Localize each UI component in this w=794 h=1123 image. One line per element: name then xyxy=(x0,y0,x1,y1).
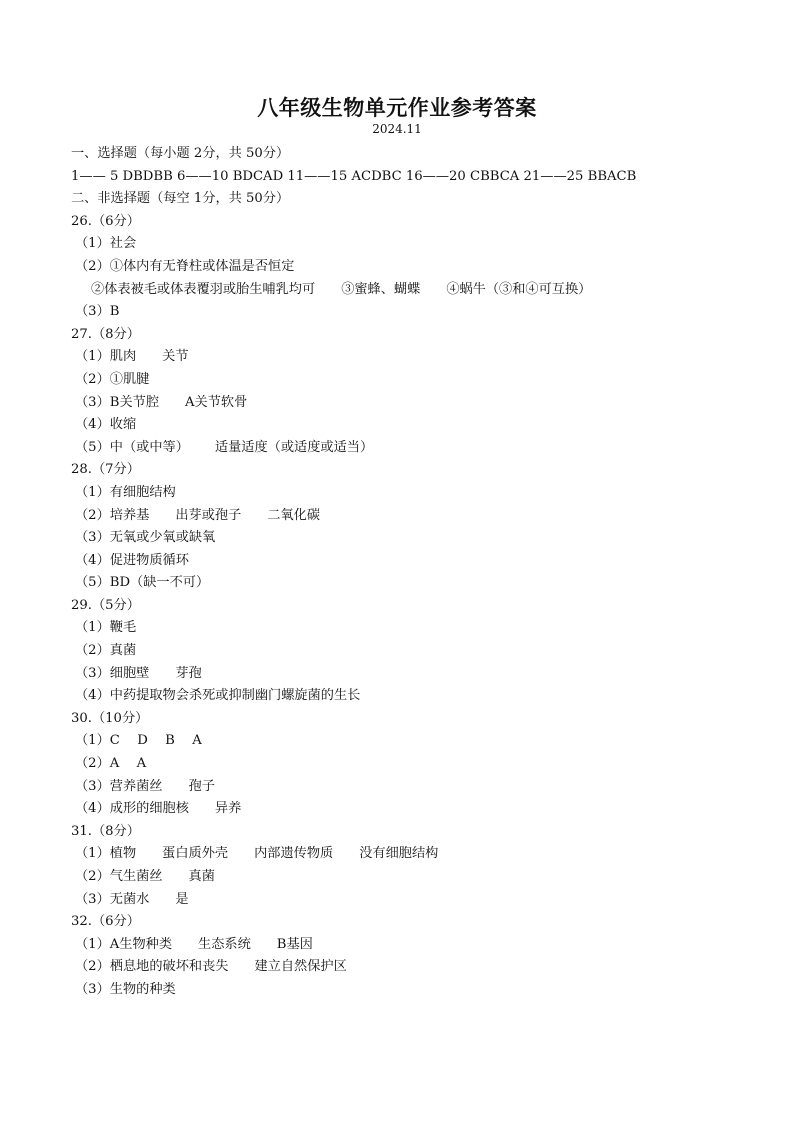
answer-text: （1）C D B A xyxy=(75,733,202,749)
answer-text: （4）收缩 xyxy=(75,417,137,433)
answer-text: （3）生物的种类 xyxy=(75,981,176,997)
section-heading xyxy=(71,211,751,234)
answer-body xyxy=(71,143,751,1002)
answer-text: ②体表被毛或体表覆羽或胎生哺乳均可 xyxy=(91,281,316,297)
answer-text-extra: 芽孢 xyxy=(175,665,202,681)
section-heading xyxy=(71,911,751,934)
answer-line xyxy=(71,640,751,663)
answer-text: （3）无菌水 xyxy=(75,891,150,907)
answer-line xyxy=(71,414,751,437)
answer-text: 一、选择题（每小题 2分，共 50分） xyxy=(71,146,290,161)
answer-line xyxy=(71,301,751,324)
answer-text: （2）真菌 xyxy=(75,643,137,659)
answer-text: （2）气生菌丝 xyxy=(75,869,163,884)
answer-text: （2）培养基 xyxy=(75,507,150,523)
answer-line xyxy=(71,505,751,528)
answer-text-extra: B基因 xyxy=(276,936,313,952)
answer-line xyxy=(71,233,751,256)
answer-line xyxy=(71,256,751,279)
answer-text: （3）无氧或少氧或缺氧 xyxy=(75,530,216,546)
answer-text: 27.（8分） xyxy=(71,326,140,342)
answer-text-extra: 关节 xyxy=(162,349,189,365)
answer-line xyxy=(71,866,751,889)
answer-text: （1）植物 xyxy=(75,846,137,862)
section-heading xyxy=(71,188,751,211)
answer-text: 31.（8分） xyxy=(71,823,140,839)
answer-line xyxy=(71,685,751,708)
answer-text: 二、非选择题（每空 1分，共 50分） xyxy=(71,191,290,207)
answer-line xyxy=(71,730,751,753)
answer-text: （3）营养菌丝 xyxy=(75,778,163,794)
answer-line xyxy=(71,617,751,640)
answer-line xyxy=(71,753,751,776)
answer-text-extra: 适量适度（或适度或适当） xyxy=(214,439,374,455)
answer-text: （4）中药提取物会杀死或抑制幽门螺旋菌的生长 xyxy=(75,688,361,704)
answer-text: （1）有细胞结构 xyxy=(75,484,176,500)
answer-line xyxy=(71,889,751,912)
answer-text-extra: ③蜜蜂、蝴蝶 xyxy=(341,281,421,297)
answer-text: 30.（10分） xyxy=(71,710,149,726)
answer-text: 29.（5分） xyxy=(71,597,140,613)
answer-text: （4）成形的细胞核 xyxy=(75,801,189,817)
page-title: 八年级生物单元作业参考答案 xyxy=(257,96,537,120)
answer-text-extra: 是 xyxy=(175,891,189,907)
answer-text: （2）①体内有无脊柱或体温是否恒定 xyxy=(75,258,295,274)
section-heading xyxy=(71,459,751,482)
answer-text-extra: 真菌 xyxy=(188,869,215,884)
answer-line xyxy=(71,934,751,957)
answer-text: （1）鞭毛 xyxy=(75,620,137,636)
answer-text: （1）肌肉 xyxy=(75,349,137,365)
answer-line xyxy=(71,279,751,302)
section-heading xyxy=(71,595,751,618)
answer-line xyxy=(71,369,751,392)
answer-text-extra: 出芽或孢子 xyxy=(175,507,242,523)
answer-line xyxy=(71,843,751,866)
answer-line xyxy=(71,437,751,460)
answer-text-extra: ④蜗牛（③和④可互换） xyxy=(446,281,592,297)
answer-text: （3）细胞壁 xyxy=(75,665,150,681)
answer-line xyxy=(71,482,751,505)
answer-line xyxy=(71,572,751,595)
answer-text: （5）中（或中等） xyxy=(75,439,189,455)
answer-text-extra: 没有细胞结构 xyxy=(359,846,439,862)
answer-line xyxy=(71,663,751,686)
answer-text: （2）栖息地的破坏和丧失 xyxy=(75,959,229,975)
document-date: 2024.11 xyxy=(372,122,422,136)
answer-text: （3）B关节腔 xyxy=(75,394,160,410)
answer-text: 1—— 5 DBDBB 6——10 BDCAD 11——15 ACDBC 16——20 CBBCA 21——25 BBACB xyxy=(71,168,637,184)
answer-text: （4）促进物质循环 xyxy=(75,552,189,568)
answer-line xyxy=(71,776,751,799)
answer-line xyxy=(71,979,751,1002)
answer-text-extra: A关节软骨 xyxy=(185,394,248,410)
answer-text-extra: 建立自然保护区 xyxy=(254,959,347,975)
answer-line xyxy=(71,956,751,979)
answer-text: 26.（6分） xyxy=(71,213,140,229)
answer-text: （1）社会 xyxy=(75,236,137,252)
section-heading xyxy=(71,143,751,166)
answer-text-extra: 生态系统 xyxy=(198,936,251,952)
answer-text: （5）BD（缺一不可） xyxy=(75,575,210,591)
answer-text-extra: 孢子 xyxy=(188,778,215,794)
answer-line xyxy=(71,550,751,573)
answer-text: 32.（6分） xyxy=(71,914,140,930)
section-heading xyxy=(71,166,751,189)
answer-text: 28.（7分） xyxy=(71,462,140,478)
answer-line xyxy=(71,392,751,415)
answer-text-extra: 蛋白质外壳 xyxy=(162,846,229,862)
answer-text: （1）A生物种类 xyxy=(75,936,173,952)
answer-line xyxy=(71,527,751,550)
answer-text: （3）B xyxy=(75,304,120,320)
section-heading xyxy=(71,708,751,731)
answer-text-extra: 内部遗传物质 xyxy=(254,846,334,862)
answer-line xyxy=(71,346,751,369)
answer-text-extra: 异养 xyxy=(214,801,242,817)
answer-line xyxy=(71,798,751,821)
section-heading xyxy=(71,324,751,347)
answer-text: （2）A A xyxy=(75,756,147,772)
answer-text: （2）①肌腱 xyxy=(75,371,150,387)
answer-text-extra: 二氧化碳 xyxy=(267,507,321,523)
section-heading xyxy=(71,821,751,844)
